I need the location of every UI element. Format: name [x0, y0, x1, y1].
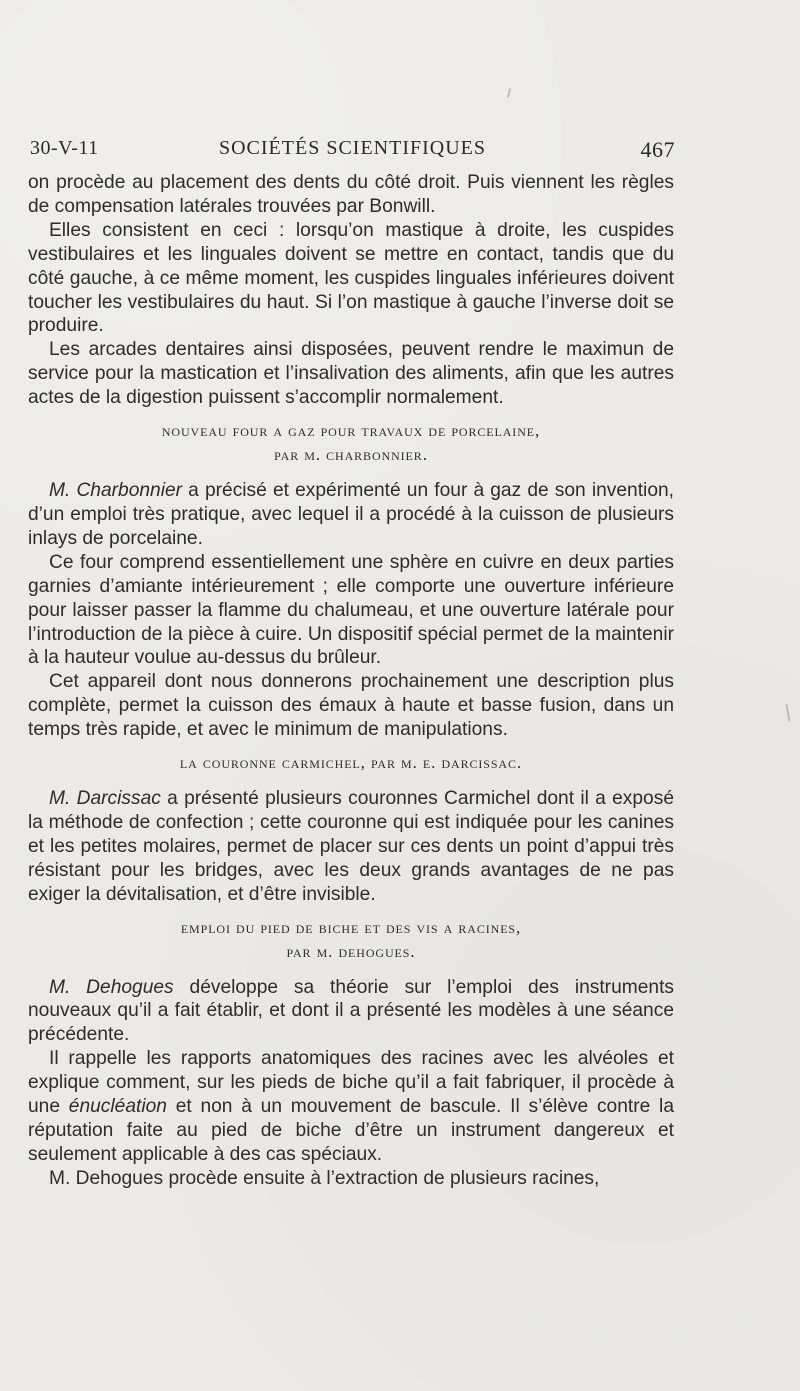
- section-heading: [28, 419, 674, 467]
- author-name: M. Darcissac: [49, 788, 161, 810]
- header-title: SOCIÉTÉS SCIENTIFIQUES: [218, 137, 486, 159]
- paper-speck: [507, 88, 511, 98]
- paragraph: Elles consistent en ceci : lorsqu’on mastique à droite, les cuspides vestibulaires et les linguales doivent se mettre en contact, tandis que du côté gauche, à ce même moment, les cuspides linguales inférieures doivent toucher les vestibulaires du haut. Si l’on mastique à gauche l’inverse doit se produire.: [28, 219, 674, 337]
- paragraph-text: et non à un mouvement de bascule. Il s’élève contre la réputation faite au pied de biche d’être un instrument dangereux et seulement applicable à des cas spéciaux.: [28, 1096, 674, 1165]
- heading-line: par m. dehogues.: [286, 941, 416, 961]
- paragraph: Ce four comprend essentiellement une sphère en cuivre en deux parties garnies d’amiante intérieurement ; elle comporte une ouverture inférieure pour laisser passer la flamme du chalumeau, et une ouverture latérale pour l’introduction de la pièce à cuire. Un dispositif spécial permet de la maintenir à la hauteur voulue au-dessus du brûleur.: [28, 551, 674, 669]
- author-name: M. Dehogues: [49, 976, 174, 998]
- body-text: [28, 171, 674, 1191]
- paragraph-text: développe sa théorie sur l’emploi des instruments nouveaux qu’il a fait établir, et dont il a présenté les modèles à une séance précédente.: [28, 976, 674, 1046]
- heading-line: nouveau four a gaz pour travaux de porcelaine,: [161, 421, 541, 441]
- heading-line: emploi du pied de biche et des vis a racines,: [180, 917, 522, 937]
- heading-line: par m. charbonnier.: [274, 445, 428, 465]
- heading-line: la couronne carmichel, par m. e. darcissac.: [179, 753, 523, 773]
- paragraph-text: Il rappelle les rapports anatomiques des racines avec les alvéoles et explique comment, sur les pieds de biche qu’il a fait fabriquer, il procède à une: [28, 1048, 674, 1118]
- header-date: 30-V-11: [30, 137, 99, 159]
- paragraph: [28, 1047, 674, 1167]
- page-number: 467: [640, 137, 675, 162]
- paper-speck: [785, 704, 790, 722]
- paragraph: Cet appareil dont nous donnerons prochainement une description plus complète, permet la cuisson des émaux à haute et basse fusion, dans un temps très rapide, et avec le minimum de manipulations.: [28, 671, 674, 741]
- section-heading: [28, 916, 674, 964]
- paragraph: on procède au placement des dents du côté droit. Puis viennent les règles de compensation latérales trouvées par Bonwill.: [28, 172, 674, 217]
- paragraph: M. Dehogues procède ensuite à l’extraction de plusieurs racines,: [49, 1167, 600, 1189]
- paragraph-text: a présenté plusieurs couronnes Carmichel dont il a exposé la méthode de confection ; cette couronne qui est indiquée pour les canines et les petites molaires, permet de placer sur ces dents un point d’appui très résistant pour les bridges, avec les deux grands avantages de ne pas exiger la dévitalisation, et d’être invisible.: [28, 788, 674, 905]
- running-head: [30, 137, 675, 165]
- paragraph: [28, 787, 674, 907]
- paragraph: [28, 976, 674, 1048]
- paragraph: [28, 479, 674, 551]
- italic-term: énucléation: [68, 1096, 167, 1118]
- paragraph-text: a précisé et expérimenté un four à gaz de son invention, d’un emploi très pratique, avec lequel il a procédé à la cuisson de plusieurs inlays de porcelaine.: [28, 480, 674, 549]
- paragraph: Les arcades dentaires ainsi disposées, peuvent rendre le maximun de service pour la mastication et l’insalivation des aliments, afin que les autres actes de la digestion puissent s’accomplir normalement.: [28, 339, 674, 409]
- author-name: M. Charbonnier: [49, 480, 183, 502]
- section-heading: [28, 751, 674, 775]
